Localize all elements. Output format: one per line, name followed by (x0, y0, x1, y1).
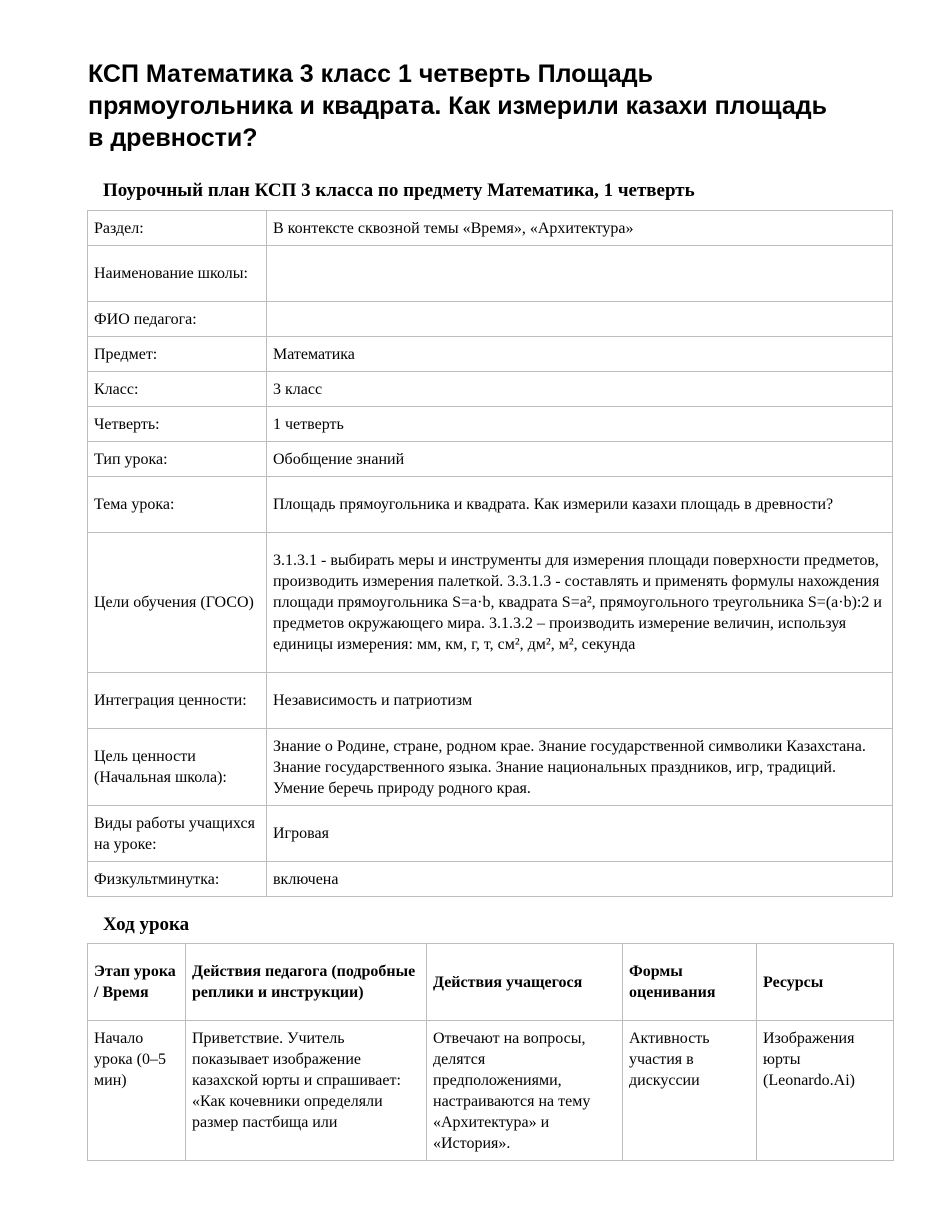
info-label: Цели обучения (ГОСО) (88, 533, 267, 673)
info-value: В контексте сквозной темы «Время», «Архитектура» (267, 211, 893, 246)
info-row-exercise-break (88, 862, 893, 897)
info-row-school (88, 246, 893, 302)
info-row-value-goal (88, 729, 893, 806)
info-row-work-types (88, 806, 893, 862)
lesson-info-table (87, 210, 893, 897)
info-row-teacher (88, 302, 893, 337)
cell-student-actions: Отвечают на вопросы, делятся предположениями, настраиваются на тему «Архитектура» и «История». (427, 1021, 623, 1161)
info-label: Наименование школы: (88, 246, 267, 302)
info-label: Интеграция ценности: (88, 673, 267, 729)
info-value: включена (267, 862, 893, 897)
info-row-quarter (88, 407, 893, 442)
column-header-assessment: Формы оценивания (623, 944, 757, 1021)
column-header-stage: Этап урока / Время (88, 944, 186, 1021)
cell-stage: Начало урока (0–5 мин) (88, 1021, 186, 1161)
document-title: КСП Математика 3 класс 1 четверть Площадь прямоугольника и квадрата. Как измерили казахи площадь в древности? (88, 60, 828, 152)
info-row-subject (88, 337, 893, 372)
info-label: Виды работы учащихся на уроке: (88, 806, 267, 862)
info-value: Обобщение знаний (267, 442, 893, 477)
lesson-progress-heading: Ход урока (103, 914, 190, 935)
lesson-progress-table (87, 943, 894, 1161)
cell-resources: Изображения юрты (Leonardo.Ai) (757, 1021, 894, 1161)
info-label: Тип урока: (88, 442, 267, 477)
table-header-row (88, 944, 894, 1021)
info-row-topic (88, 477, 893, 533)
info-value: Независимость и патриотизм (267, 673, 893, 729)
info-value (267, 246, 893, 302)
info-row-grade (88, 372, 893, 407)
column-header-student-actions: Действия учащегося (427, 944, 623, 1021)
column-header-resources: Ресурсы (757, 944, 894, 1021)
info-label: Предмет: (88, 337, 267, 372)
info-value (267, 302, 893, 337)
info-value: 3.1.3.1 - выбирать меры и инструменты для измерения площади поверхности предметов, производить измерения палеткой. 3.3.1.3 - составлять и применять формулы нахождения площади прямоугольника S=a·b, квадрата S=a², прямоугольного треугольника S=(a·b):2 и предметов окружающего мира. 3.1.3.2 – производить измерение величин, используя единицы измерения: мм, км, г, т, см², дм², м², секунда (267, 533, 893, 673)
info-label: Четверть: (88, 407, 267, 442)
cell-assessment: Активность участия в дискуссии (623, 1021, 757, 1161)
info-label: ФИО педагога: (88, 302, 267, 337)
info-value: 1 четверть (267, 407, 893, 442)
info-row-section (88, 211, 893, 246)
info-value: Площадь прямоугольника и квадрата. Как измерили казахи площадь в древности? (267, 477, 893, 533)
plan-heading: Поурочный план КСП 3 класса по предмету Математика, 1 четверть (103, 180, 695, 201)
table-row (88, 1021, 894, 1161)
info-label: Раздел: (88, 211, 267, 246)
info-row-lesson-type (88, 442, 893, 477)
column-header-teacher-actions: Действия педагога (подробные реплики и инструкции) (186, 944, 427, 1021)
info-label: Физкультминутка: (88, 862, 267, 897)
info-row-values-integration (88, 673, 893, 729)
info-value: Математика (267, 337, 893, 372)
info-label: Класс: (88, 372, 267, 407)
info-value: Игровая (267, 806, 893, 862)
info-label: Тема урока: (88, 477, 267, 533)
info-value: Знание о Родине, стране, родном крае. Знание государственной символики Казахстана. Знание государственного языка. Знание национальных праздников, игр, традиций. Умение беречь природу родного края. (267, 729, 893, 806)
cell-teacher-actions: Приветствие. Учитель показывает изображение казахской юрты и спрашивает: «Как кочевники определяли размер пастбища или (186, 1021, 427, 1161)
info-row-learning-goals (88, 533, 893, 673)
info-label: Цель ценности (Начальная школа): (88, 729, 267, 806)
info-value: 3 класс (267, 372, 893, 407)
